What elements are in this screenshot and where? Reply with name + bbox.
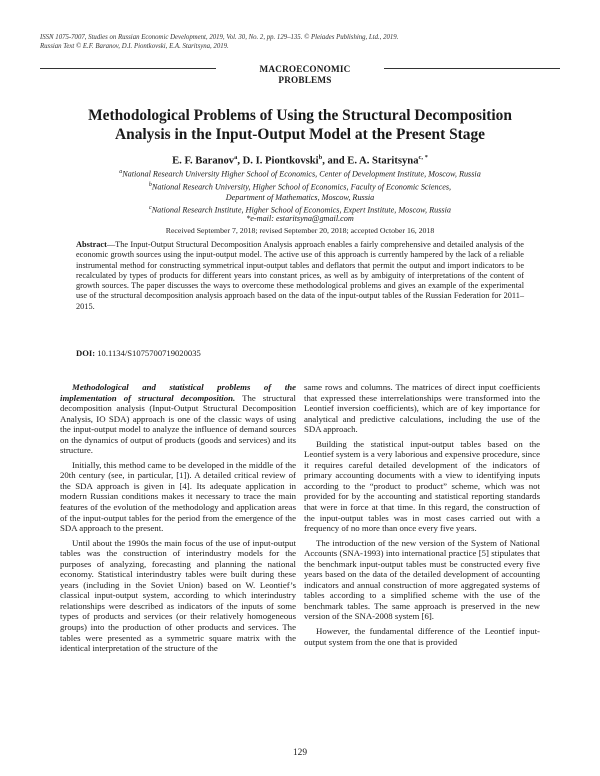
right-paragraph-3: The introduction of the new version of the System of National Accounts (SNA-1993) into international practice [5] stipulates that the benchmark input-output tables must be constructed every five years based on the data of the detailed development of accounting indicators and annual construction of more aggregated systems of tables according to a simplified scheme with the use of the benchmark tables. The same approach is preserved in the new version of the SNA-2008 system [6]. xyxy=(304,537,540,622)
right-column xyxy=(304,382,540,651)
doi-value: 10.1134/S1075700719020035 xyxy=(95,348,201,358)
section-lead-heading: Methodological and statistical problems of the implementation of structural decomposition. xyxy=(60,382,296,403)
left-column xyxy=(60,382,296,658)
right-paragraph-4: However, the fundamental difference of the Leontief input-output system from the one that is provided xyxy=(304,626,540,647)
author-piontkovski: D. I. Piontkovski xyxy=(242,155,319,167)
abstract-text: —The Input-Output Structural Decomposition Analysis approach enables a fairly comprehensive and detailed analysis of the economic growth sources using the input-output model. The active use of this approach is currently hampered by the lack of a reliable instrumental method for constructing symmetrical input-output tables and deflators that permit the output and import indicators to be recalculated by types of products for different years into constant prices, as well as by ambiguity of interpretations of the content of growth sources. The paper discusses the ways to overcome these methodological problems and gives an example of the experimental use of the structural decomposition analysis approach based on the data of the input-output tables of the Russian Federation for 2011–2015. xyxy=(76,240,524,311)
right-paragraph-2: Building the statistical input-output tables based on the Leontief system is a very laborious and expensive procedure, since it requires careful detailed development of the indicators of primary accounting documents with a view to identifying inputs according to the “product to product” scheme, which was not provided for by the accounting and statistical reporting standards that were in force at that time. In this regard, the construction of the input-output tables was in most cases carried out with a frequency of no more than once every five years. xyxy=(304,438,540,534)
author-piontkovski-mark: b xyxy=(318,154,323,161)
section-heading xyxy=(210,64,400,85)
paper-title xyxy=(40,106,560,144)
author-staritsyna: E. A. Staritsyna xyxy=(347,155,419,167)
journal-header-line-1: ISSN 1075-7007, Studies on Russian Economic Development, 2019, Vol. 30, No. 2, pp. 129–135. © Pleiades Publishing, Ltd., 2019. xyxy=(40,34,399,41)
abstract xyxy=(76,240,524,312)
affiliation-b-line-2: Department of Mathematics, Moscow, Russia xyxy=(225,193,375,203)
right-paragraph-1: same rows and columns. The matrices of direct input coefficients that expressed these interrelationships were transformed into the Leontief inversion coefficients), which are of key importance for analytical and predictive calculations, including the use of the SDA approach. xyxy=(304,382,540,435)
section-rule-right xyxy=(384,68,560,69)
section-heading-line-2: PROBLEMS xyxy=(278,74,332,85)
section-rule-left xyxy=(40,68,216,69)
doi-label: DOI: xyxy=(76,348,96,358)
affiliation-a-mark: a xyxy=(119,169,123,175)
paper-title-line-1: Methodological Problems of Using the Structural Decomposition xyxy=(88,107,512,124)
author-baranov: E. F. Baranov xyxy=(172,155,235,167)
author-separator-2: , and xyxy=(322,155,348,167)
affiliation-c-text: National Research Institute, Higher School of Economics, Expert Institute, Moscow, Russia xyxy=(151,205,451,215)
abstract-label: Abstract xyxy=(76,240,107,249)
received-dates: Received September 7, 2018; revised September 20, 2018; accepted October 16, 2018 xyxy=(165,226,435,235)
left-paragraph-1-text: The structural decomposition analysis (Input-Output Structural Decomposition Analysis, IO SDA) approach is one of the classic ways of using the input-output model to analyze the influence of demand sources on the dynamics of output of products (goods and services) and its structure. xyxy=(60,392,296,456)
affiliation-b-mark: b xyxy=(148,182,152,188)
paper-title-line-2: Analysis in the Input-Output Model at the Present Stage xyxy=(115,126,485,143)
affiliation-a xyxy=(60,167,540,180)
left-paragraph-2: Initially, this method came to be developed in the middle of the 20th century (see, in particular, [1]). A detailed critical review of the SDA approach is given in [4]. Its adequate application in modern Russian conditions makes it necessary to trace the main features of the evolution of the methodology and application areas of the input-output tables for the period from the emergence of the SDA approach to the present. xyxy=(60,459,296,534)
affiliation-b xyxy=(60,180,540,204)
affiliation-c-mark: c xyxy=(149,205,152,211)
author-separator-1: , xyxy=(237,155,243,167)
affiliation-a-text: National Research University Higher School of Economics, Center of Development Institute, Moscow, Russia xyxy=(122,169,481,179)
section-heading-line-1: MACROECONOMIC xyxy=(259,64,351,74)
journal-header-line-2: Russian Text © E.F. Baranov, D.I. Piontkovski, E.A. Staritsyna, 2019. xyxy=(40,43,229,50)
affiliation-b-line-1: National Research University, Higher School of Economics, Faculty of Economic Sciences, xyxy=(151,182,452,192)
left-paragraph-1 xyxy=(60,382,296,456)
corresponding-email: *e-mail: estaritsyna@gmail.com xyxy=(246,214,354,223)
page-number: 129 xyxy=(292,748,308,758)
left-paragraph-3: Until about the 1990s the main focus of the use of input-output tables was the construction of interindustry models for the purposes of analyzing, forecasting and planning the national economy. Statistical interindustry tables were built during these years (including in the Soviet Union) based on W. Leontief’s classical input-output system, according to which interindustry relationships were described as indicators of the inputs of some types of products and services (or their relatively homogeneous groups) into the production of other products and services. The tables were presented as a symmetric square matrix with the identical interpretation of the structure of the xyxy=(60,537,296,654)
doi xyxy=(76,348,376,358)
author-staritsyna-mark: c, * xyxy=(418,154,428,161)
author-list xyxy=(40,151,560,168)
author-baranov-mark: a xyxy=(234,154,238,161)
